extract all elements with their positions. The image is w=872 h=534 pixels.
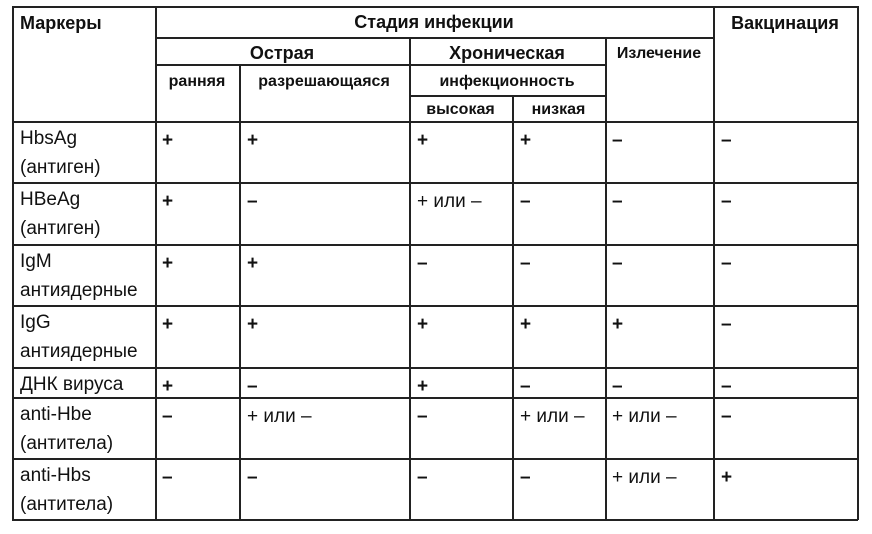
cell-high: + <box>417 130 429 151</box>
table-border-top <box>12 6 858 8</box>
cell-recovery: – <box>612 191 623 212</box>
cell-recovery: + <box>612 314 624 335</box>
header-stage: Стадия инфекции <box>354 12 514 32</box>
marker-name: HBeAg <box>20 189 81 210</box>
header-high: высокая <box>426 101 495 118</box>
header-bottom-rule <box>12 121 858 123</box>
cell-recovery: – <box>612 253 623 274</box>
cell-high: + <box>417 376 429 397</box>
marker-label <box>20 247 152 305</box>
col-rule <box>512 95 514 520</box>
cell-low: – <box>520 467 531 488</box>
cell-high: + <box>417 314 429 335</box>
row-rule <box>12 458 858 460</box>
col-rule <box>605 37 607 520</box>
header-low: низкая <box>531 101 586 118</box>
rule-acute-chronic <box>155 64 605 66</box>
marker-type: (антитела) <box>20 433 114 454</box>
header-resolving: разрешающаяся <box>258 73 390 90</box>
cell-high: – <box>417 253 428 274</box>
header-recovery: Излечение <box>616 45 702 62</box>
cell-recovery: – <box>612 376 623 397</box>
cell-vaccination: – <box>721 130 732 151</box>
row-rule <box>12 305 858 307</box>
rule-stage <box>155 37 713 39</box>
cell-early: + <box>162 376 174 397</box>
cell-resolving: – <box>247 467 258 488</box>
header-markers: Маркеры <box>20 13 102 33</box>
table-border-bottom <box>12 519 858 521</box>
marker-type: (антиген) <box>20 157 101 178</box>
marker-label <box>20 124 152 182</box>
marker-name: ДНК вируса <box>20 374 124 395</box>
cell-early: – <box>162 406 173 427</box>
cell-recovery: – <box>612 130 623 151</box>
cell-recovery: + или – <box>612 467 677 488</box>
marker-type: антиядерные <box>20 280 138 301</box>
cell-resolving: – <box>247 191 258 212</box>
marker-label <box>20 461 152 519</box>
marker-type: (антитела) <box>20 494 114 515</box>
cell-early: – <box>162 467 173 488</box>
cell-resolving: + или – <box>247 406 312 427</box>
cell-early: + <box>162 314 174 335</box>
cell-vaccination: – <box>721 376 732 397</box>
marker-label <box>20 370 152 399</box>
cell-resolving: – <box>247 376 258 397</box>
cell-vaccination: – <box>721 253 732 274</box>
table-border-right <box>857 6 859 520</box>
cell-low: + <box>520 314 532 335</box>
cell-high: + или – <box>417 191 482 212</box>
cell-vaccination: – <box>721 314 732 335</box>
cell-resolving: + <box>247 130 259 151</box>
marker-name: IgM <box>20 251 52 272</box>
marker-label <box>20 308 152 366</box>
marker-type: (антиген) <box>20 218 101 239</box>
header-early: ранняя <box>168 73 226 90</box>
cell-early: + <box>162 191 174 212</box>
header-vaccination: Вакцинация <box>731 13 839 33</box>
cell-vaccination: – <box>721 406 732 427</box>
header-infectivity: инфекционность <box>439 73 575 90</box>
cell-low: – <box>520 376 531 397</box>
marker-name: anti-Hbs <box>20 465 91 486</box>
marker-name: anti-Hbe <box>20 404 92 425</box>
row-rule <box>12 244 858 246</box>
cell-low: + <box>520 130 532 151</box>
header-chronic: Хроническая <box>449 43 565 63</box>
cell-resolving: + <box>247 253 259 274</box>
table-border-left <box>12 6 14 520</box>
marker-label <box>20 185 152 243</box>
cell-high: – <box>417 406 428 427</box>
cell-recovery: + или – <box>612 406 677 427</box>
row-rule <box>12 182 858 184</box>
rule-infectivity <box>409 95 605 97</box>
cell-early: + <box>162 130 174 151</box>
marker-type: антиядерные <box>20 341 138 362</box>
marker-name: HbsAg <box>20 128 78 149</box>
cell-low: + или – <box>520 406 585 427</box>
cell-resolving: + <box>247 314 259 335</box>
marker-label <box>20 400 152 458</box>
header-acute: Острая <box>249 43 315 63</box>
cell-high: – <box>417 467 428 488</box>
cell-low: – <box>520 253 531 274</box>
cell-low: – <box>520 191 531 212</box>
marker-name: IgG <box>20 312 51 333</box>
cell-vaccination: – <box>721 191 732 212</box>
col-rule <box>713 6 715 520</box>
col-rule <box>239 64 241 520</box>
cell-early: + <box>162 253 174 274</box>
row-rule <box>12 367 858 369</box>
cell-vaccination: + <box>721 467 733 488</box>
